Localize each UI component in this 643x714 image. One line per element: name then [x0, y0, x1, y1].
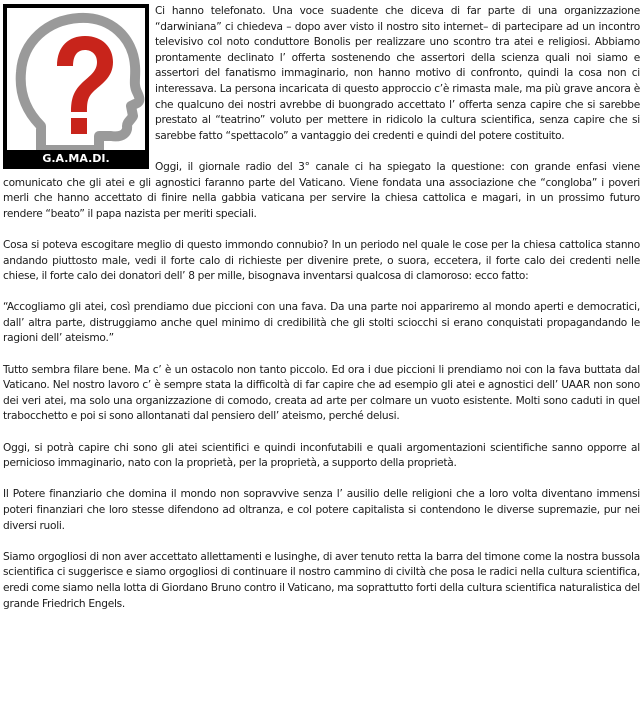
- paragraph-8: Siamo orgogliosi di non aver accettato allettamenti e lusinghe, di aver tenuto retta la barra del timone come la nostra bussola scientifica ci suggerisce e siamo orgogliosi di continuare il nostro cammino di civiltà che posa le radici nella cultura scientifica, eredi come siamo nella lotta di Giordano Bruno contro il Vaticano, ma soprattutto forti della cultura scientifica naturalistica del grande Friedrich Engels.: [3, 550, 640, 610]
- paragraph-2: Oggi, il giornale radio del 3° canale ci ha spiegato la questione: con grande enfasi viene comunicato che gli atei e gli agnostici faranno parte del Vaticano. Viene fondata una associazione che “congloba” i poveri merli che hanno accettato di finire nella gabbia vaticana per servire la chiesa cattolica e magari, in un prossimo futuro rendere “beato” il papa nazista per meriti speciali.: [3, 160, 640, 220]
- paragraph-4: “Accogliamo gli atei, così prendiamo due piccioni con una fava. Da una parte noi appariremo al mondo aperti e democratici, dall’ altra parte, distruggiamo anche quel minimo di credibilità che gli stolti sciocchi si erano conquistati propagandando le ragioni dell’ ateismo.”: [3, 301, 640, 345]
- paragraph-6: Oggi, si potrà capire chi sono gli atei scientifici e quindi inconfutabili e quali argomentazioni scientifiche sanno opporre al pernicioso immaginario, nato con la proprietà, per la proprietà, a supporto della proprietà.: [3, 441, 640, 470]
- paragraph-3: Cosa si poteva escogitare meglio di questo immondo connubio? In un periodo nel quale le cose per la chiesa cattolica stanno andando piuttosto male, vedi il forte calo di richieste per divenire prete, o suora, eccetera, il forte calo dei credenti nelle chiese, il forte calo dei donatori dell’ 8 per mille, bisognava inventarsi qualcosa di clamoroso: ecco fatto:: [3, 238, 640, 283]
- logo-picture: [7, 8, 145, 150]
- paragraph-7: Il Potere finanziario che domina il mondo non sopravvive senza l’ ausilio delle religioni che a loro volta diventano immensi poteri finanziari che loro stesse difendono ad oltranza, e col potere capitalista si contendono le diverse supremazie, pur nei diversi ruoli.: [3, 488, 640, 532]
- logo-caption: G.A.MA.DI.: [42, 152, 110, 165]
- paragraph-5: Tutto sembra filare bene. Ma c’ è un ostacolo non tanto piccolo. Ed ora i due piccioni li prendiamo noi con la fava buttata dal Vaticano. Nel nostro lavoro c’ è sempre stata la difficoltà di far capire che ad esempio gli atei e agnostici dell’ UAAR non sono dei veri atei, ma solo una organizzazione di comodo, creata ad arte per colmare un vuoto esistente. Molti sono caduti in quel trabocchetto e poi si sono allontanati dal pensiero dell’ ateismo, perché delusi.: [3, 363, 640, 423]
- paragraph-1: Ci hanno telefonato. Una voce suadente che diceva di far parte di una organizzazione “darwiniana” ci chiedeva – dopo aver visto il nostro sito internet– di partecipare ad un incontro televisivo col noto conduttore Bonolis per realizzare uno scontro tra atei e religiosi. Abbiamo prontamente declinato l’ offerta sostenendo che assertori della scienza quali noi siamo e assertori del fanatismo immaginario, non hanno motivo di confronto, quindi la cosa non ci interessava. La persona incaricata di questo approccio c’è rimasta male, ma più grave ancora è che qualcuno dei nostri avrebbe di buongrado accettato l’ offerta senza capire che si sarebbe prestato al “teatrino” voluto per mettere in ridicolo la cultura scientifica, senza capire che si sarebbe fatto “spettacolo” a vantaggio dei credenti e quindi del potere costituito.: [155, 5, 640, 142]
- head-question-mark-icon: [7, 8, 145, 150]
- gamadi-logo: [3, 4, 149, 169]
